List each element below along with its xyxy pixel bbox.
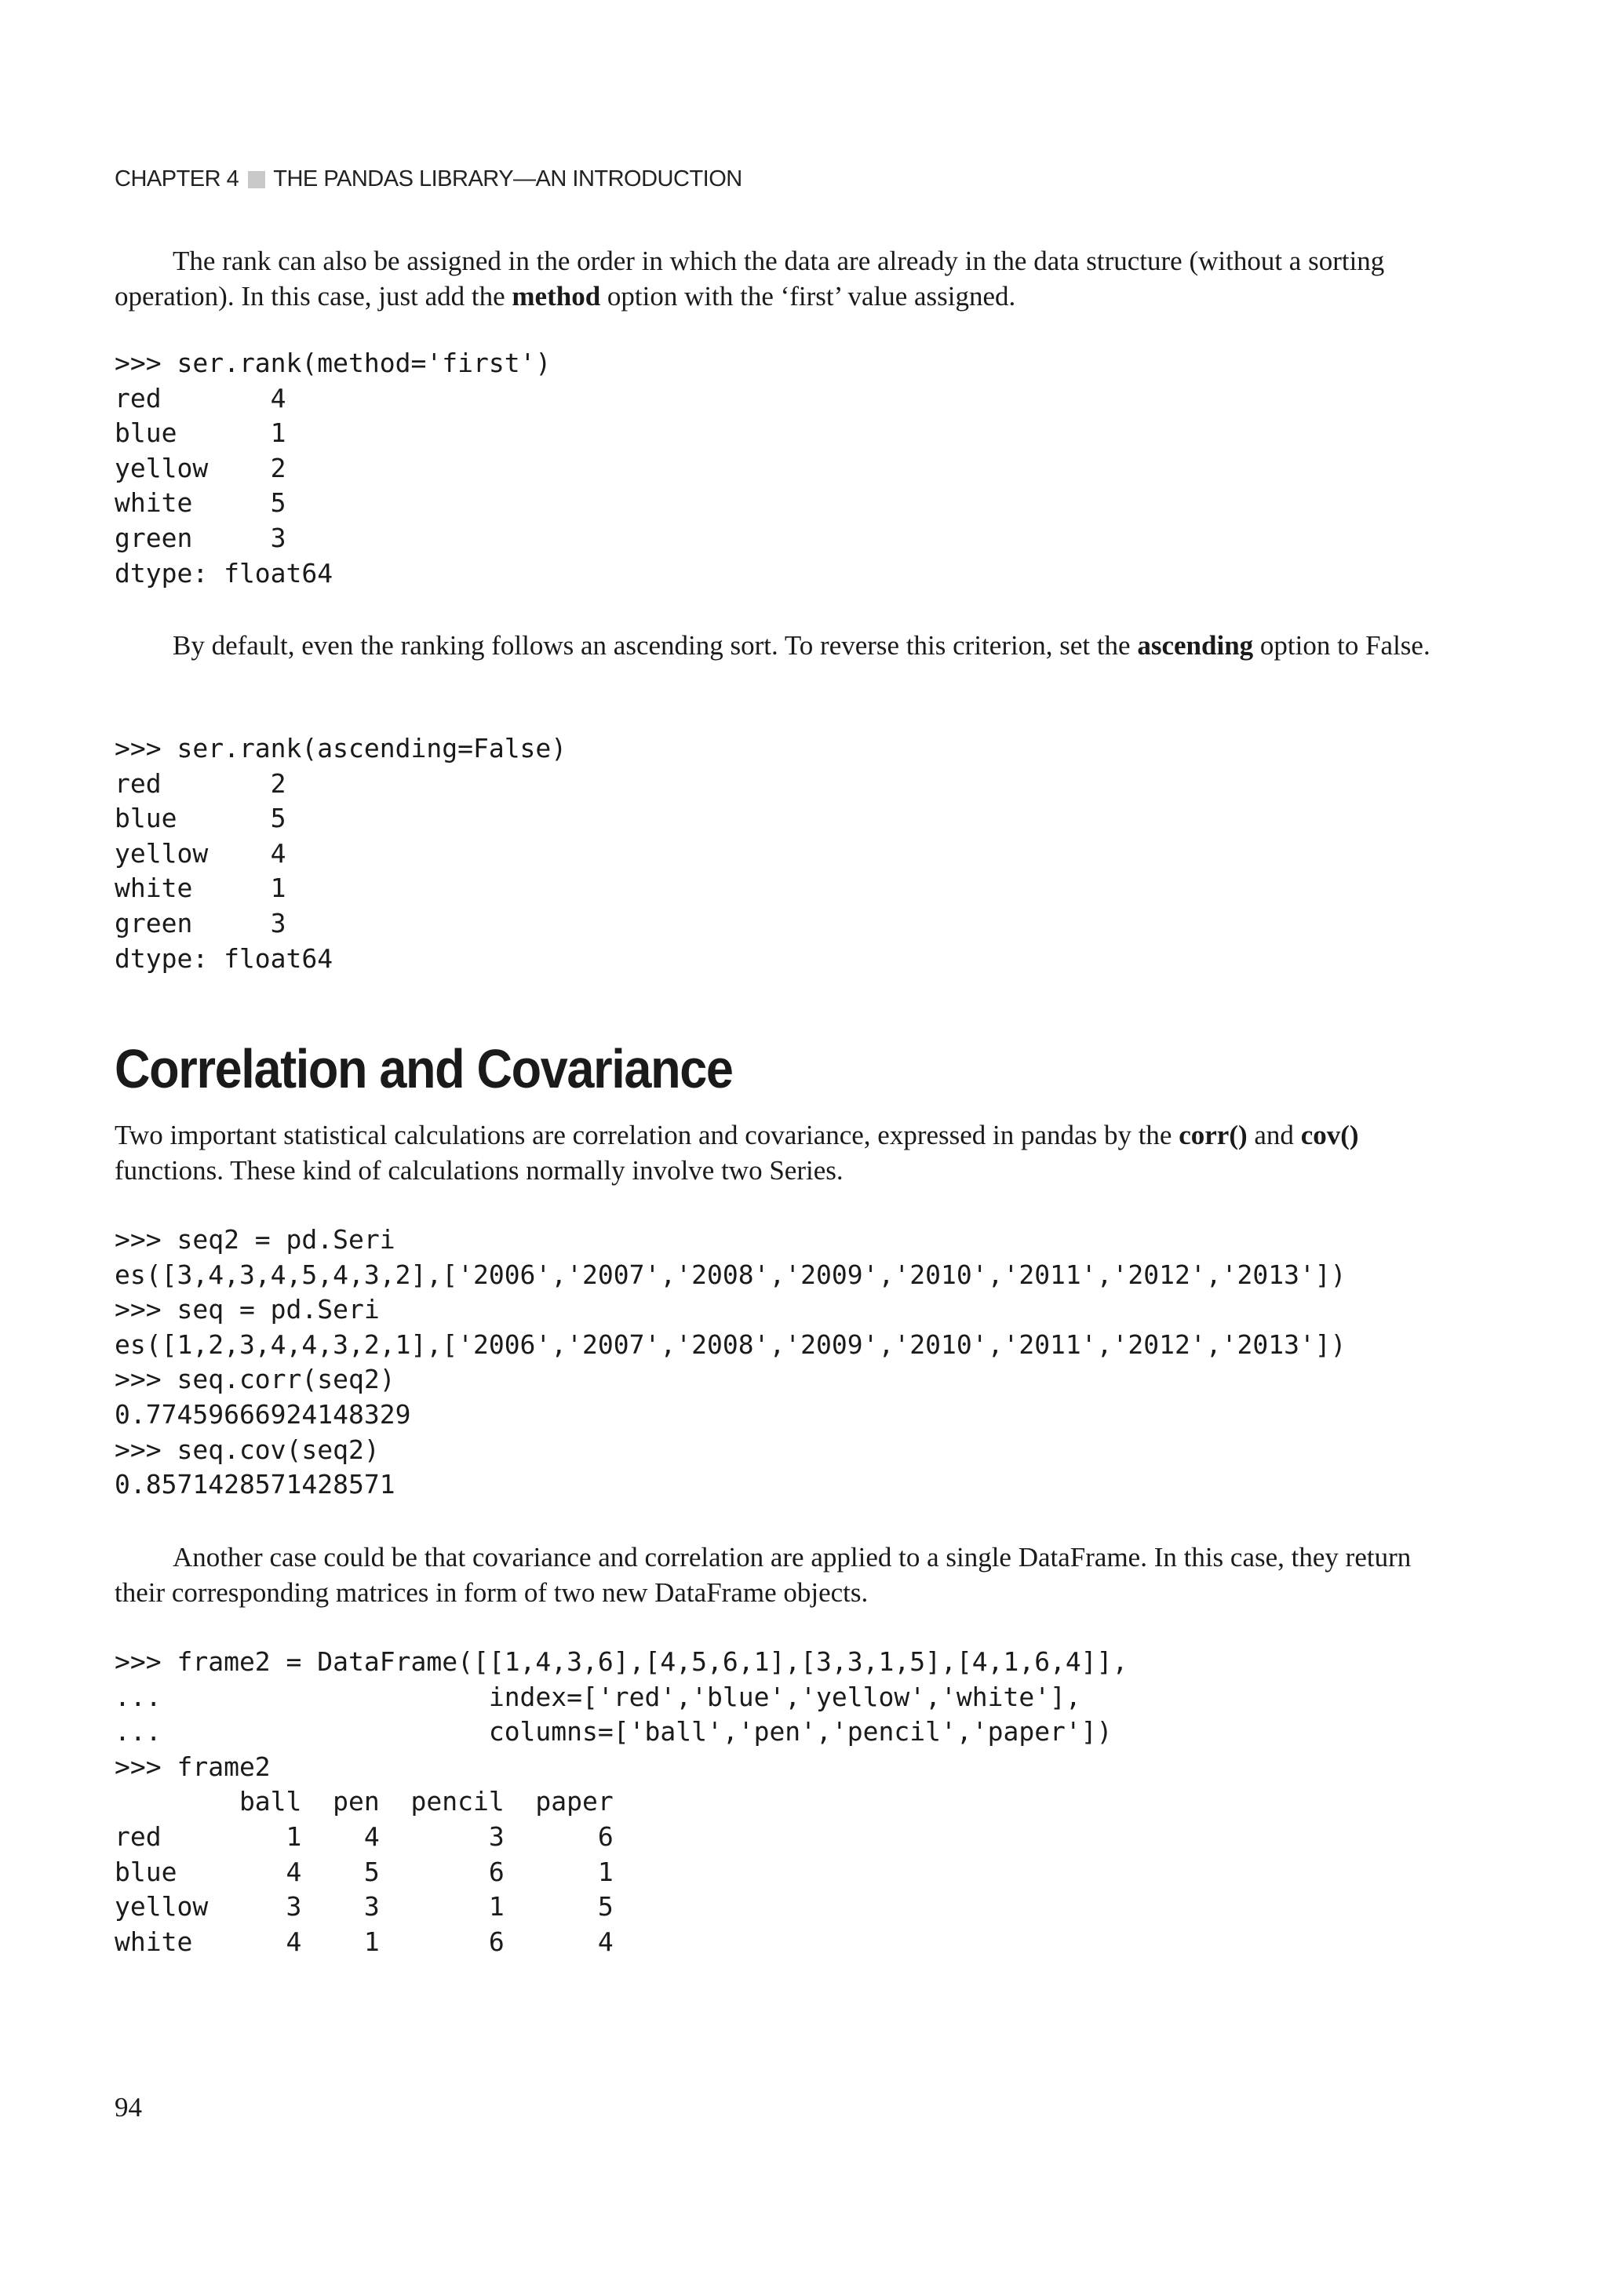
chapter-title: THE PANDAS LIBRARY—AN INTRODUCTION (273, 166, 742, 191)
paragraph-rank-first: The rank can also be assigned in the order in which the data are already in the data structure (without a sorting operation). In this case, just add the method option with the ‘first’ value assigned. (115, 246, 1385, 312)
paragraph-rank-ascending: By default, even the ranking follows an ascending sort. To reverse this criterion, set the ascending option to False. (173, 630, 1430, 661)
page-number: 94 (115, 2092, 142, 2123)
code-block-rank-descending: >>> ser.rank(ascending=False) red 2 blue 5 yellow 4 white 1 green 3 dtype: float64 (115, 733, 567, 974)
keyword-cov: cov() (1300, 1120, 1359, 1150)
paragraph-correlation-intro: Two important statistical calculations are correlation and covariance, expressed in pandas by the corr() and cov() functions. These kind of calculations normally involve two Series. (115, 1120, 1359, 1186)
heading-correlation-covariance: Correlation and Covariance (115, 1038, 733, 1099)
keyword-ascending: ascending (1137, 630, 1254, 661)
chapter-label: CHAPTER 4 (115, 166, 239, 191)
keyword-corr: corr() (1179, 1120, 1248, 1150)
paragraph-dataframe-matrices: Another case could be that covariance and correlation are applied to a single DataFrame. In this case, they return their corresponding matrices in form of two new DataFrame objects. (115, 1542, 1412, 1608)
keyword-method: method (512, 281, 601, 312)
code-block-corr-cov: >>> seq2 = pd.Seri es([3,4,3,4,5,4,3,2],['2006','2007','2008','2009','2010','2011','2012','2013']) >>> seq = pd.Seri es([1,2,3,4,4,3,2,1],['2006','2007','2008','2009','2010','2011','2012','2013']) >>> seq.corr(seq2) 0.77459666924148329 >>> seq.cov(seq2) 0.8571428571428571 (115, 1224, 1346, 1500)
square-separator-icon (248, 171, 265, 188)
running-head (115, 166, 742, 192)
section-heading (115, 1037, 1433, 1100)
code-block-frame2: >>> frame2 = DataFrame([[1,4,3,6],[4,5,6,1],[3,3,1,5],[4,1,6,4]], ... index=['red','blue','yellow','white'], ... columns=['ball','pen','pencil','paper']) >>> frame2 ball pen pencil paper red 1 4 3 6 blue 4 5 6 1 yellow 3 3 1 5 white 4 1 6 4 (115, 1646, 1128, 1957)
code-block-rank-first: >>> ser.rank(method='first') red 4 blue 1 yellow 2 white 5 green 3 dtype: float64 (115, 348, 552, 589)
